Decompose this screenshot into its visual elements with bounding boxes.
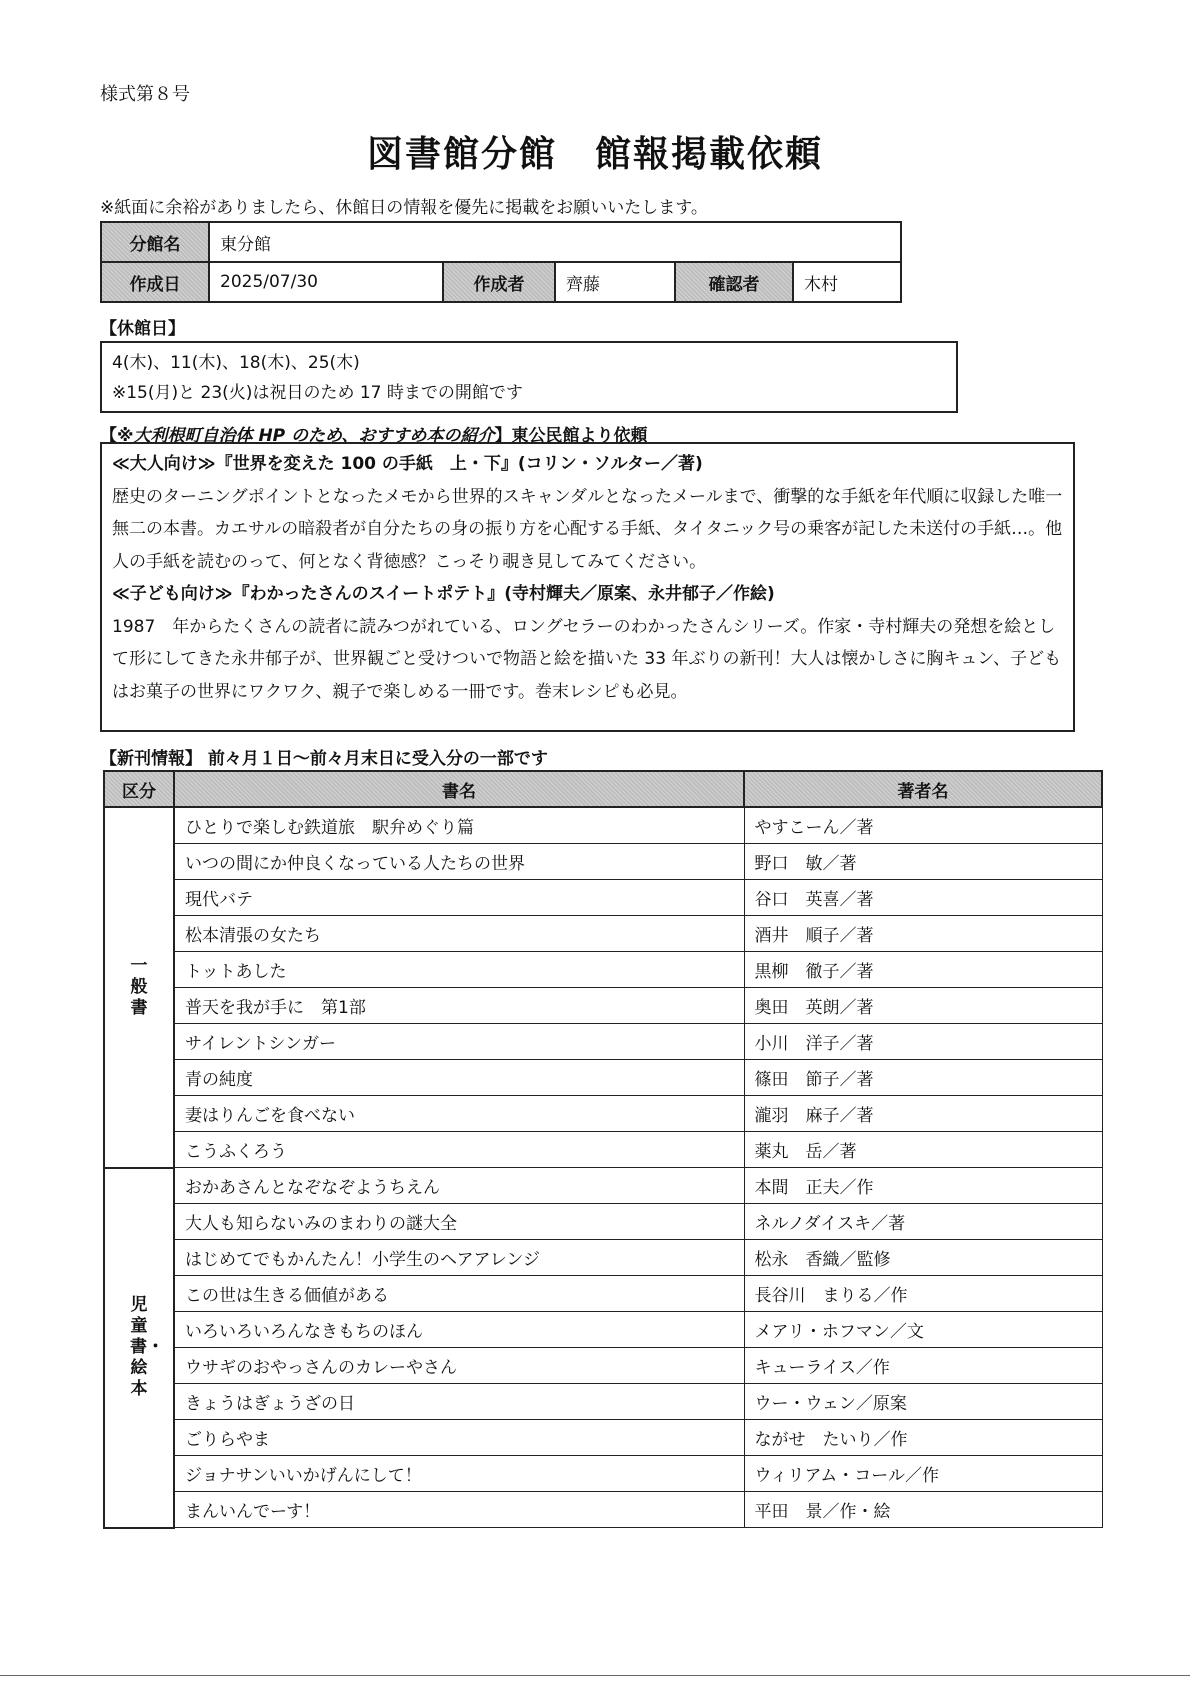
table-row bbox=[104, 952, 1102, 988]
book-author: ながせ たいり／作 bbox=[744, 1420, 1102, 1456]
book-author: やすこーん／著 bbox=[744, 807, 1102, 844]
book-title: ひとりで楽しむ鉄道旅 駅弁めぐり篇 bbox=[174, 807, 744, 844]
book-author: 小川 洋子／著 bbox=[744, 1024, 1102, 1060]
book-title: いろいろいろんなきもちのほん bbox=[174, 1312, 744, 1348]
book-author: 黒柳 徹子／著 bbox=[744, 952, 1102, 988]
new-books-heading: 【新刊情報】 前々月１日～前々月末日に受入分の一部です bbox=[100, 749, 548, 769]
col-title: 書名 bbox=[174, 771, 744, 807]
table-row bbox=[104, 1420, 1102, 1456]
book-author: メアリ・ホフマン／文 bbox=[744, 1312, 1102, 1348]
book-author: ウー・ウェン／原案 bbox=[744, 1384, 1102, 1420]
col-author: 著者名 bbox=[744, 771, 1102, 807]
category-label: 一般書 bbox=[130, 955, 148, 1018]
recommend-heading-italic: ※大利根町自治体 HP のため、おすすめ本の紹介 bbox=[117, 426, 495, 446]
branch-label: 分館名 bbox=[101, 222, 209, 262]
adult-book-text: 歴史のターニングポイントとなったメモから世界的スキャンダルとなったメールまで、衝撃的な手紙を年代順に収録した唯一無二の本書。カエサルの暗殺者が自分たちの身の振り方を心配する手紙、タイタニック号の乗客が記した未送付の手紙…。他人の手紙を読むのって、何となく背徳感？こっそり覗き見してみてください。 bbox=[112, 486, 1063, 572]
book-author: ウィリアム・コール／作 bbox=[744, 1456, 1102, 1492]
page-title: 図書館分館 館報掲載依頼 bbox=[366, 134, 823, 175]
table-row bbox=[104, 807, 1102, 844]
book-author: キューライス／作 bbox=[744, 1348, 1102, 1384]
created-value: 2025/07/30 bbox=[209, 262, 443, 302]
table-row bbox=[104, 1024, 1102, 1060]
book-author: 本間 正夫／作 bbox=[744, 1168, 1102, 1204]
book-title: 妻はりんごを食べない bbox=[174, 1096, 744, 1132]
book-author: 瀧羽 麻子／著 bbox=[744, 1096, 1102, 1132]
table-row bbox=[104, 1384, 1102, 1420]
book-author: 薬丸 岳／著 bbox=[744, 1132, 1102, 1168]
table-row bbox=[104, 1348, 1102, 1384]
info-table bbox=[100, 221, 902, 303]
table-row bbox=[104, 1492, 1102, 1528]
table-row bbox=[104, 916, 1102, 952]
book-title: 松本清張の女たち bbox=[174, 916, 744, 952]
table-row bbox=[104, 1060, 1102, 1096]
book-title: 青の純度 bbox=[174, 1060, 744, 1096]
category-cell bbox=[104, 1168, 174, 1528]
books-body bbox=[104, 807, 1102, 1528]
recommend-heading-close: 】東公民館より依頼 bbox=[494, 426, 648, 446]
book-author: ネルノダイスキ／著 bbox=[744, 1204, 1102, 1240]
table-row bbox=[104, 1132, 1102, 1168]
kids-book-title: ≪子ども向け≫『わかったさんのスイートポテト』(寺村輝夫／原案、永井郁子／作絵) bbox=[112, 584, 775, 604]
book-title: いつの間にか仲良くなっている人たちの世界 bbox=[174, 844, 744, 880]
book-title: はじめてでもかんたん！小学生のヘアアレンジ bbox=[174, 1240, 744, 1276]
col-category: 区分 bbox=[104, 771, 174, 807]
closed-box bbox=[100, 341, 958, 413]
checker-value: 木村 bbox=[793, 262, 901, 302]
book-title: ごりらやま bbox=[174, 1420, 744, 1456]
author-label: 作成者 bbox=[443, 262, 555, 302]
form-number: 様式第８号 bbox=[100, 84, 190, 105]
footer-line bbox=[0, 1675, 1190, 1676]
checker-label: 確認者 bbox=[675, 262, 793, 302]
book-author: 篠田 節子／著 bbox=[744, 1060, 1102, 1096]
book-title: サイレントシンガー bbox=[174, 1024, 744, 1060]
book-title: おかあさんとなぞなぞようちえん bbox=[174, 1168, 744, 1204]
book-author: 松永 香織／監修 bbox=[744, 1240, 1102, 1276]
created-label: 作成日 bbox=[101, 262, 209, 302]
table-row bbox=[104, 1312, 1102, 1348]
kids-book-text: 1987 年からたくさんの読者に読みつがれている、ロングセラーのわかったさんシリーズ。作家・寺村輝夫の発想を絵として形にしてきた永井郁子が、世界観ごと受けついで物語と絵を描いた 33 年ぶりの新刊！大人は懐かしさに胸キュン、子どもはお菓子の世界にワクワク、親子で楽しめる一冊です。巻末レシピも必見。 bbox=[112, 616, 1062, 702]
category-cell bbox=[104, 807, 174, 1168]
book-author: 谷口 英喜／著 bbox=[744, 880, 1102, 916]
book-author: 長谷川 まりる／作 bbox=[744, 1276, 1102, 1312]
closed-heading: 【休館日】 bbox=[100, 319, 185, 339]
table-row bbox=[104, 1276, 1102, 1312]
book-title: ジョナサンいいかげんにして！ bbox=[174, 1456, 744, 1492]
book-title: ウサギのおやっさんのカレーやさん bbox=[174, 1348, 744, 1384]
closed-note: ※15(月)と 23(火)は祝日のため 17 時までの開館です bbox=[112, 383, 523, 403]
book-title: トットあした bbox=[174, 952, 744, 988]
book-title: 普天を我が手に 第1部 bbox=[174, 988, 744, 1024]
book-title: この世は生きる価値がある bbox=[174, 1276, 744, 1312]
new-books-table bbox=[103, 770, 1103, 1529]
book-author: 野口 敏／著 bbox=[744, 844, 1102, 880]
book-title: 大人も知らないみのまわりの謎大全 bbox=[174, 1204, 744, 1240]
table-row bbox=[104, 1204, 1102, 1240]
category-label: 児童書・絵本 bbox=[130, 1295, 164, 1399]
table-row bbox=[104, 844, 1102, 880]
recommend-heading-open: 【 bbox=[100, 426, 117, 446]
closed-days: 4(木)、11(木)、18(木)、25(木) bbox=[112, 353, 360, 373]
table-row bbox=[104, 1168, 1102, 1204]
table-row bbox=[104, 1240, 1102, 1276]
table-row bbox=[104, 1456, 1102, 1492]
table-row bbox=[104, 880, 1102, 916]
book-title: 現代バテ bbox=[174, 880, 744, 916]
notice-text: ※紙面に余裕がありましたら、休館日の情報を優先に掲載をお願いいたします。 bbox=[100, 198, 708, 218]
author-value: 齊藤 bbox=[555, 262, 675, 302]
book-author: 平田 景／作・絵 bbox=[744, 1492, 1102, 1528]
branch-value: 東分館 bbox=[209, 222, 901, 262]
book-title: こうふくろう bbox=[174, 1132, 744, 1168]
recommend-box bbox=[100, 442, 1075, 732]
book-author: 酒井 順子／著 bbox=[744, 916, 1102, 952]
book-title: まんいんでーす！ bbox=[174, 1492, 744, 1528]
adult-book-title: ≪大人向け≫『世界を変えた 100 の手紙 上・下』(コリン・ソルター／著) bbox=[112, 454, 703, 474]
book-author: 奥田 英朗／著 bbox=[744, 988, 1102, 1024]
table-row bbox=[104, 988, 1102, 1024]
book-title: きょうはぎょうざの日 bbox=[174, 1384, 744, 1420]
table-row bbox=[104, 1096, 1102, 1132]
